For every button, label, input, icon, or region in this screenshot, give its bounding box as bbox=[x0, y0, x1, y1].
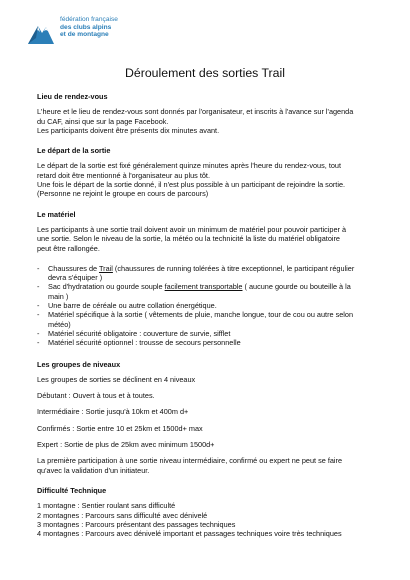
logo-text bbox=[60, 16, 140, 39]
list-item: - Matériel sécurité obligatoire : couverture de survie, sifflet bbox=[37, 328, 231, 338]
paragraph-materiel bbox=[37, 225, 373, 253]
paragraph-line: Une fois le départ de la sortie donné, il n'est plus possible à un participant de rejoindre la sortie. bbox=[37, 180, 346, 190]
paragraph-depart bbox=[37, 161, 373, 198]
list-item: - Matériel sécurité optionnel : trousse de secours personnelle bbox=[37, 338, 241, 348]
ffcam-logo bbox=[26, 16, 126, 56]
difficulty-line: 4 montagnes : Parcours avec dénivelé important et passages techniques voire très techniques bbox=[37, 529, 342, 539]
list-item: - Sac d'hydratation ou gourde souple facilement transportable ( aucune gourde ou bouteille à la main ) bbox=[37, 282, 351, 301]
paragraph-line: Les participants doivent être présents dix minutes avant. bbox=[37, 125, 220, 135]
paragraph-line: Le départ de la sortie est fixé généralement quinze minutes après l'heure du rendez-vous, tout bbox=[37, 161, 341, 171]
document-content bbox=[37, 66, 373, 538]
mountain-logo-icon bbox=[26, 18, 56, 48]
paragraph-rdv bbox=[37, 107, 373, 135]
section-heading-difficulte: Difficulté Technique bbox=[37, 485, 107, 495]
list-item: - Chaussures de Trail (chaussures de running tolérées à titre exceptionnel, le participant régulier devra s'équiper ) bbox=[37, 263, 355, 283]
paragraph-line: qu'avec la validation d'un initiateur. bbox=[37, 465, 150, 475]
paragraph-line: Les participants à une sortie trail doivent avoir un minimum de matériel pour pouvoir participer à bbox=[37, 224, 347, 234]
page-title: Déroulement des sorties Trail bbox=[125, 66, 285, 80]
paragraph-line: L'heure et le lieu de rendez-vous sont donnés par l'organisateur, et inscrits à l'avance sur l'agenda bbox=[37, 107, 354, 117]
logo-line-2: des clubs alpins bbox=[60, 23, 112, 31]
difficulty-line: 1 montagne : Sentier roulant sans difficulté bbox=[37, 501, 176, 511]
difficulty-line: 3 montagnes : Parcours présentant des passages techniques bbox=[37, 519, 236, 529]
section-heading-depart: Le départ de la sortie bbox=[37, 146, 111, 156]
paragraph-line: du CAF, ainsi que sur la page Facebook. bbox=[37, 116, 169, 126]
paragraph-line: La première participation à une sortie niveau intermédiaire, confirmé ou expert ne peut se faire bbox=[37, 456, 343, 466]
paragraph-line: retard doit être mentionné à l'organisateur au plus tôt. bbox=[37, 170, 210, 180]
paragraph-line: peut être rallongée. bbox=[37, 243, 100, 253]
logo-line-1: fédération française bbox=[60, 16, 118, 23]
list-item: - Une barre de céréale ou autre collation énergétique. bbox=[37, 301, 217, 311]
paragraph-line: une sortie. Selon le niveau de la sortie, la météo ou la technicité la liste du matériel obligatoire bbox=[37, 234, 340, 244]
paragraph-niveaux-note bbox=[37, 456, 373, 475]
level-intermediaire: Intermédiaire : Sortie jusqu'à 10km et 400m d+ bbox=[37, 407, 189, 417]
logo-line-3: et de montagne bbox=[60, 31, 109, 39]
section-heading-niveaux: Les groupes de niveaux bbox=[37, 359, 121, 369]
paragraph-niveaux-intro: Les groupes de sorties se déclinent en 4 niveaux bbox=[37, 374, 196, 384]
section-heading-rdv: Lieu de rendez-vous bbox=[37, 92, 108, 101]
level-confirmes: Confirmés : Sortie entre 10 et 25km et 1500d+ max bbox=[37, 423, 203, 433]
level-debutant: Débutant : Ouvert à tous et à toutes. bbox=[37, 391, 155, 401]
equipment-list bbox=[37, 264, 373, 348]
list-item: - Matériel spécifique à la sortie ( vêtements de pluie, manche longue, tour de cou ou autre selon météo) bbox=[37, 310, 354, 329]
section-heading-materiel: Le matériel bbox=[37, 209, 76, 219]
level-expert: Expert : Sortie de plus de 25km avec minimum 1500d+ bbox=[37, 440, 215, 450]
difficulty-line: 2 montagnes : Parcours sans difficulté avec dénivelé bbox=[37, 510, 208, 520]
paragraph-line: (Personne ne rejoint le groupe en cours de parcours) bbox=[37, 189, 209, 199]
paragraph-difficulte bbox=[37, 501, 373, 538]
